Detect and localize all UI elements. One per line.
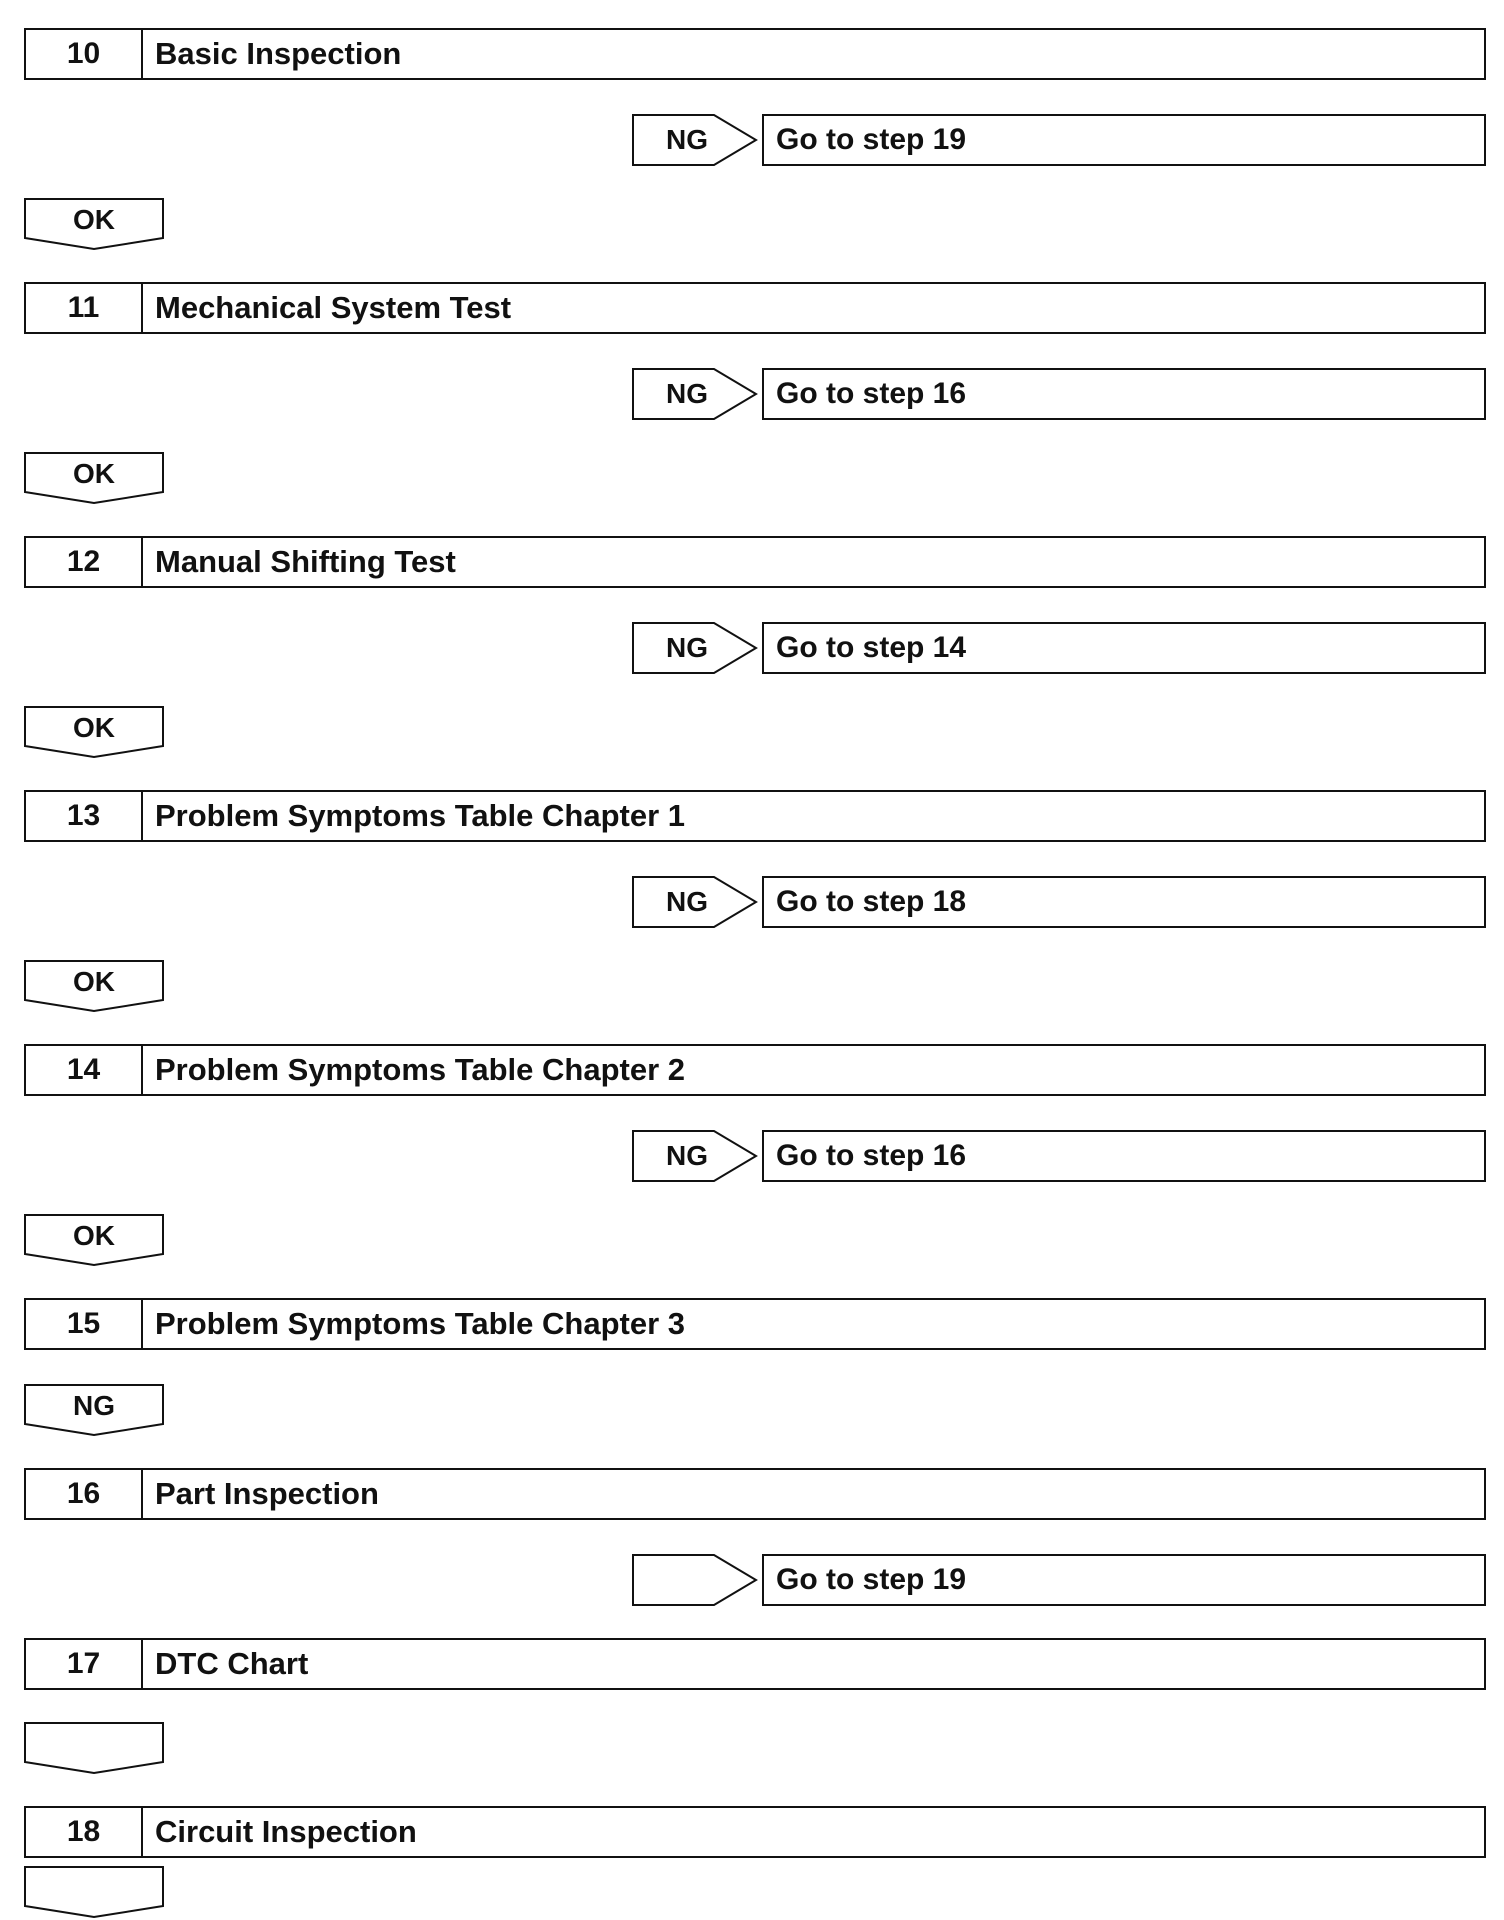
branch-label: NG xyxy=(666,632,708,663)
branch-label xyxy=(632,1554,742,1606)
step-title: Mechanical System Test xyxy=(155,290,512,325)
ng-branch-step-13 xyxy=(632,876,1486,928)
step-10-box xyxy=(24,28,1486,80)
step-title: Part Inspection xyxy=(155,1476,379,1511)
step-11-box xyxy=(24,282,1486,334)
go-to-step-box: Go to step 19 xyxy=(762,1554,1486,1606)
step-number: 17 xyxy=(26,1640,143,1688)
down-label: NG xyxy=(73,1390,115,1421)
ng-down-arrow-15 xyxy=(24,1384,164,1436)
step-title: Circuit Inspection xyxy=(155,1814,417,1849)
down-label xyxy=(24,1868,164,1908)
ok-down-arrow-10 xyxy=(24,198,164,250)
step-14-box xyxy=(24,1044,1486,1096)
step-15-box xyxy=(24,1298,1486,1350)
step-number: 16 xyxy=(26,1470,143,1518)
ng-branch-step-10 xyxy=(632,114,1486,166)
step-number: 12 xyxy=(26,538,143,586)
step-title: Problem Symptoms Table Chapter 3 xyxy=(155,1306,685,1341)
step-12-box xyxy=(24,536,1486,588)
down-label: OK xyxy=(73,1220,115,1251)
down-arrow-18 xyxy=(24,1866,164,1918)
step-17-box xyxy=(24,1638,1486,1690)
go-to-step-box: Go to step 19 xyxy=(762,114,1486,166)
step-number: 10 xyxy=(26,30,143,78)
ng-branch-step-14 xyxy=(632,1130,1486,1182)
step-number: 14 xyxy=(26,1046,143,1094)
branch-step-16 xyxy=(632,1554,1486,1606)
step-title: Basic Inspection xyxy=(155,36,402,71)
step-number: 13 xyxy=(26,792,143,840)
step-16-box xyxy=(24,1468,1486,1520)
step-title: Problem Symptoms Table Chapter 2 xyxy=(155,1052,685,1087)
step-number: 11 xyxy=(26,284,143,332)
down-label xyxy=(24,1724,164,1764)
ok-down-arrow-13 xyxy=(24,960,164,1012)
ng-branch-step-12 xyxy=(632,622,1486,674)
down-label: OK xyxy=(73,712,115,743)
step-title: Problem Symptoms Table Chapter 1 xyxy=(155,798,685,833)
step-18-box xyxy=(24,1806,1486,1858)
ok-down-arrow-11 xyxy=(24,452,164,504)
step-13-box xyxy=(24,790,1486,842)
branch-label: NG xyxy=(666,1140,708,1171)
down-label: OK xyxy=(73,204,115,235)
ok-down-arrow-14 xyxy=(24,1214,164,1266)
branch-label: NG xyxy=(666,886,708,917)
branch-label: NG xyxy=(666,378,708,409)
go-to-step-box: Go to step 18 xyxy=(762,876,1486,928)
ok-down-arrow-12 xyxy=(24,706,164,758)
step-title: DTC Chart xyxy=(155,1646,309,1681)
go-to-step-box: Go to step 14 xyxy=(762,622,1486,674)
step-number: 15 xyxy=(26,1300,143,1348)
down-arrow-17 xyxy=(24,1722,164,1774)
down-label: OK xyxy=(73,458,115,489)
branch-label: NG xyxy=(666,124,708,155)
ng-branch-step-11 xyxy=(632,368,1486,420)
go-to-step-box: Go to step 16 xyxy=(762,1130,1486,1182)
step-title: Manual Shifting Test xyxy=(155,544,456,579)
step-number: 18 xyxy=(26,1808,143,1856)
down-label: OK xyxy=(73,966,115,997)
go-to-step-box: Go to step 16 xyxy=(762,368,1486,420)
